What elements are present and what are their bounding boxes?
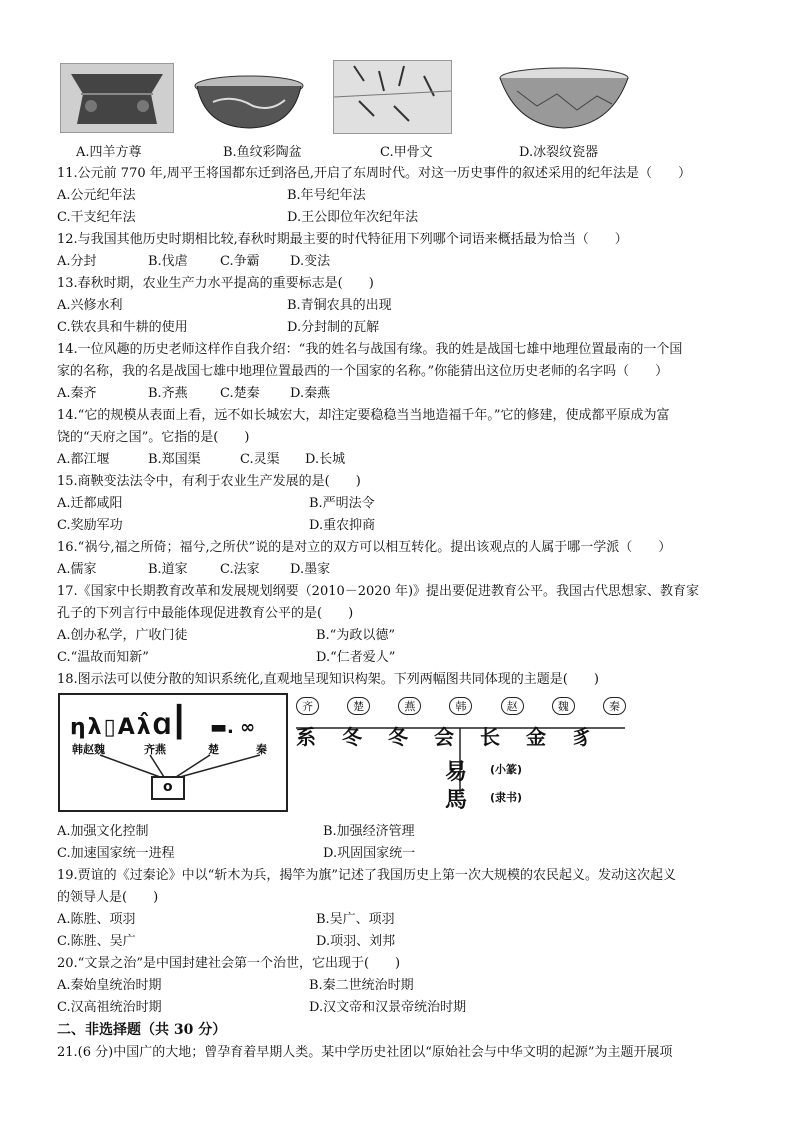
xiaozhuan-label: (小篆) bbox=[490, 763, 523, 776]
q13-stem: 13.春秋时期，农业生产力水平提高的重要标志是( ) bbox=[57, 276, 374, 291]
q15-option-d: D.重农抑商 bbox=[309, 518, 376, 533]
q14b-option-c: C.灵渠 bbox=[240, 452, 280, 467]
state-chu: 楚 bbox=[347, 697, 370, 715]
q17-stem-line2: 孔子的下列言行中最能体现促进教育公平的是( ) bbox=[57, 606, 354, 621]
q19-option-c: C.陈胜、吴广 bbox=[57, 934, 136, 949]
q16-option-d: D.墨家 bbox=[290, 562, 331, 577]
q12-option-c: C.争霸 bbox=[220, 254, 260, 269]
q21-stem: 21.(6 分)中国广的大地；曾孕育着早期人类。某中学历史社团以“原始社会与中华文明的起源”为主题开展项 bbox=[57, 1045, 673, 1060]
state-row bbox=[296, 697, 626, 715]
q16-option-a: A.儒家 bbox=[57, 562, 97, 577]
q14b-stem-line2: 饶的“天府之国”。它指的是( ) bbox=[57, 430, 250, 445]
q18-option-b: B.加强经济管理 bbox=[323, 824, 415, 839]
state-label-chu: 楚 bbox=[208, 743, 219, 756]
q19-stem-line1: 19.贾谊的《过秦论》中以“斩木为兵，揭竿为旗”记述了我国历史上第一次大规模的农民起义。发动这次起义 bbox=[57, 868, 676, 883]
q18-option-d: D.巩固国家统一 bbox=[323, 846, 416, 861]
q18-option-a: A.加强文化控制 bbox=[57, 824, 149, 839]
oracle-bone-drawing bbox=[334, 61, 451, 133]
state-yan: 燕 bbox=[398, 697, 421, 715]
ancient-char-glyph: ┃ bbox=[170, 705, 189, 740]
q20-option-d: D.汉文帝和汉景帝统治时期 bbox=[309, 1000, 467, 1015]
q14b-stem-line1: 14.“它的规模从表面上看，远不如长城宏大，却注定要稳稳当当地造福千年。”它的修建，使成都平原成为富 bbox=[57, 408, 670, 423]
q14a-stem-line1: 14.一位风趣的历史老师这样作自我介绍：“我的姓名与战国有缘。我的姓是战国七雄中地理位置最南的一个国 bbox=[57, 342, 683, 357]
caption-d: D.冰裂纹瓷器 bbox=[519, 145, 599, 160]
q12-option-a: A.分封 bbox=[57, 254, 97, 269]
q16-stem: 16.“祸兮,福之所倚；福兮,之所伏”说的是对立的双方可以相互转化。提出该观点的人属于哪一学派（ ） bbox=[57, 540, 672, 555]
q18-figure-right bbox=[290, 693, 627, 813]
state-qi: 齐 bbox=[296, 697, 319, 715]
q17-option-a: A.创办私学，广收门徒 bbox=[57, 628, 188, 643]
q17-option-c: C.“温故而知新” bbox=[57, 650, 149, 665]
state-label-hanzhaowei: 韩赵魏 bbox=[72, 743, 105, 756]
q12-option-d: D.变法 bbox=[290, 254, 331, 269]
ancient-script-row: ηλ▯Aλ̂Ɑ bbox=[70, 715, 174, 740]
state-han: 韩 bbox=[449, 697, 472, 715]
q11-option-d: D.王公即位年次纪年法 bbox=[287, 210, 419, 225]
q15-stem: 15.商鞅变法法令中，有利于农业生产发展的是( ) bbox=[57, 474, 361, 489]
q13-option-a: A.兴修水利 bbox=[57, 298, 123, 313]
q16-option-c: C.法家 bbox=[220, 562, 260, 577]
state-label-qiyan: 齐燕 bbox=[144, 743, 166, 756]
ancient-char-glyph-2: ▬. ∞ bbox=[210, 717, 256, 738]
state-qin: 秦 bbox=[603, 697, 626, 715]
horse-glyph-row: 系冬冬会长金豸 bbox=[296, 725, 618, 749]
section-2-heading: 二、非选择题（共 30 分） bbox=[57, 1022, 227, 1038]
q12-option-b: B.伐虐 bbox=[148, 254, 188, 269]
lishu-label: (隶书) bbox=[490, 791, 523, 804]
q20-option-a: A.秦始皇统治时期 bbox=[57, 978, 162, 993]
q19-stem-line2: 的领导人是( ) bbox=[57, 890, 159, 905]
q14a-option-b: B.齐燕 bbox=[148, 386, 188, 401]
q11-option-b: B.年号纪年法 bbox=[287, 188, 366, 203]
q11-stem: 11.公元前 770 年,周平王将国都东迁到洛邑,开启了东周时代。对这一历史事件的叙述采用的纪年法是（ ） bbox=[57, 166, 692, 181]
caption-a: A.四羊方尊 bbox=[76, 145, 142, 160]
q14a-option-c: C.楚秦 bbox=[220, 386, 260, 401]
q18-option-c: C.加速国家统一进程 bbox=[57, 846, 175, 861]
unified-script-glyph: o bbox=[163, 779, 173, 795]
q17-stem-line1: 17.《国家中长期教育改革和发展规划纲要（2010－2020 年)》提出要促进教育公平。我国古代思想家、教育家 bbox=[57, 584, 700, 599]
q13-option-c: C.铁农具和牛耕的使用 bbox=[57, 320, 188, 335]
q19-option-d: D.项羽、刘邦 bbox=[316, 934, 396, 949]
q13-option-d: D.分封制的瓦解 bbox=[287, 320, 380, 335]
q19-option-a: A.陈胜、项羽 bbox=[57, 912, 136, 927]
oracle-bone-image bbox=[333, 60, 452, 134]
q14a-option-a: A.秦齐 bbox=[57, 386, 97, 401]
basin-drawing bbox=[193, 72, 305, 132]
q18-stem: 18.图示法可以使分散的知识系统化,直观地呈现知识构架。下列两幅图共同体现的主题是( ) bbox=[57, 672, 599, 687]
q20-stem: 20.“文景之治”是中国封建社会第一个治世，它出现于( ) bbox=[57, 956, 401, 971]
state-label-qin: 秦 bbox=[256, 743, 267, 756]
q17-option-d: D.“仁者爱人” bbox=[316, 650, 396, 665]
q14a-stem-line2: 家的名称，我的名是战国七雄中地理位置最西的一个国家的名称。”你能猜出这位历史老师的名字吗（ ） bbox=[57, 364, 669, 379]
q11-option-c: C.干支纪年法 bbox=[57, 210, 136, 225]
q14b-option-d: D.长城 bbox=[305, 452, 346, 467]
four-ram-zun-drawing bbox=[61, 64, 173, 132]
q15-option-a: A.迁都咸阳 bbox=[57, 496, 123, 511]
q18-figure-left bbox=[58, 693, 288, 812]
q19-option-b: B.吴广、项羽 bbox=[316, 912, 395, 927]
four-ram-zun-image bbox=[60, 63, 174, 133]
q17-option-b: B.“为政以德” bbox=[316, 628, 395, 643]
crackle-porcelain-image bbox=[497, 66, 631, 132]
porcelain-bowl-drawing bbox=[497, 66, 631, 132]
q20-option-b: B.秦二世统治时期 bbox=[309, 978, 414, 993]
q14a-option-d: D.秦燕 bbox=[290, 386, 331, 401]
q13-option-b: B.青铜农具的出现 bbox=[287, 298, 392, 313]
xiaozhuan-horse-glyph: 易 bbox=[445, 760, 468, 785]
lishu-horse-glyph: 馬 bbox=[445, 788, 468, 813]
fish-pattern-basin-image bbox=[193, 72, 305, 132]
q20-option-c: C.汉高祖统治时期 bbox=[57, 1000, 162, 1015]
caption-c: C.甲骨文 bbox=[380, 145, 433, 160]
q16-option-b: B.道家 bbox=[148, 562, 188, 577]
state-zhao: 赵 bbox=[501, 697, 524, 715]
q14b-option-b: B.郑国渠 bbox=[148, 452, 201, 467]
q15-option-b: B.严明法令 bbox=[309, 496, 375, 511]
q15-option-c: C.奖励军功 bbox=[57, 518, 123, 533]
caption-b: B.鱼纹彩陶盆 bbox=[223, 145, 302, 160]
q11-option-a: A.公元纪年法 bbox=[57, 188, 136, 203]
state-wei: 魏 bbox=[552, 697, 575, 715]
q12-stem: 12.与我国其他历史时期相比较,春秋时期最主要的时代特征用下列哪个词语来概括最为恰当（ ） bbox=[57, 232, 628, 247]
q14b-option-a: A.都江堰 bbox=[57, 452, 110, 467]
